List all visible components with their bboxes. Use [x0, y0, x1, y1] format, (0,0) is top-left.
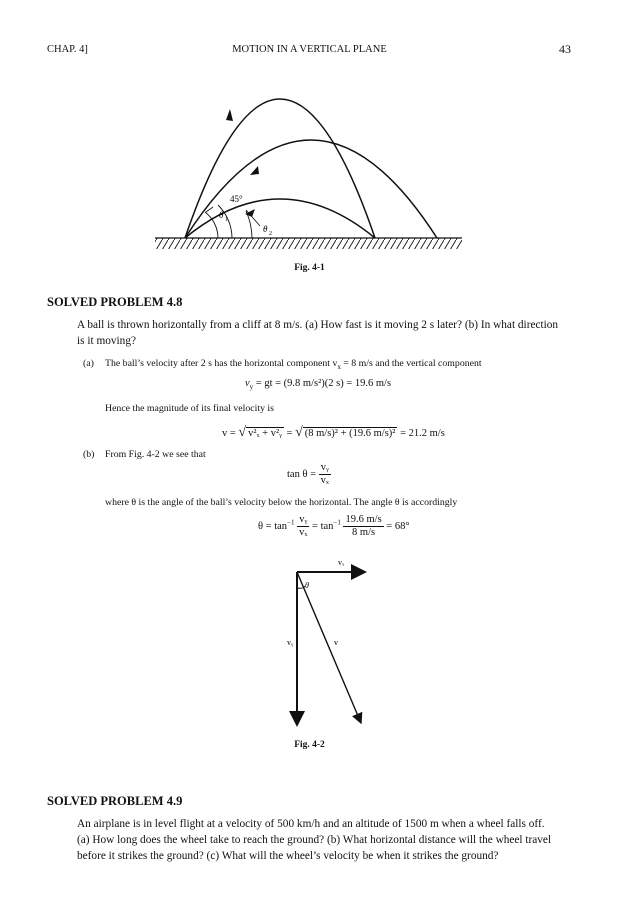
- svg-text:2: 2: [269, 231, 272, 237]
- figure-4-2: [0, 555, 619, 735]
- svg-text:1: 1: [225, 217, 228, 223]
- trajectory-high: [185, 99, 375, 238]
- part-b-text: From Fig. 4-2 we see that: [105, 449, 206, 460]
- arrow-high: [226, 109, 233, 121]
- where-text: where θ is the angle of the ball’s velocity below the horizontal. The angle θ is accordingly: [105, 497, 458, 508]
- section-title-4-9: SOLVED PROBLEM 4.9: [47, 794, 183, 808]
- fig-4-1-caption: Fig. 4-1: [294, 263, 325, 273]
- hence-text: Hence the magnitude of its final velocity is: [105, 403, 274, 414]
- label-45: 45°: [230, 194, 243, 204]
- vector-v: [297, 572, 361, 723]
- label-vy: vᵧ: [287, 638, 294, 647]
- label-v: v: [334, 638, 338, 647]
- problem-4-9-statement: An airplane is in level flight at a velocity of 500 km/h and an altitude of 1500 m when a wheel falls off. (a) How long does the wheel take to reach the ground? (b) What horizontal distance will the wheel travel before it strikes the ground? (c) What will the wheel’s velocity be when it strikes the ground?: [77, 818, 552, 862]
- arrow-mid: [250, 166, 259, 175]
- label-theta: θ: [305, 581, 309, 590]
- equation-theta: $\theta = \tan^{-1}$ $\frac{\text{vᵧ}}{\text{vₓ}}$ = $\tan^{-1}$ $\frac{19.6 m/s}{8 m/s}$ = 68°: [258, 514, 410, 538]
- section-title-4-8: SOLVED PROBLEM 4.8: [47, 295, 183, 309]
- running-title: MOTION IN A VERTICAL PLANE: [232, 44, 387, 55]
- trajectory-low: [185, 199, 375, 238]
- page-number: 43: [559, 42, 571, 56]
- part-b-label: (b): [83, 449, 95, 460]
- figure-4-1: [0, 60, 619, 275]
- chapter-label: CHAP. 4]: [47, 44, 88, 55]
- part-a-label: (a): [83, 358, 94, 369]
- problem-4-8-statement: A ball is thrown horizontally from a cliff at 8 m/s. (a) How fast is it moving 2 s later? (b) In what direction is it moving?: [77, 319, 559, 347]
- label-vx: vₓ: [338, 558, 345, 567]
- label-theta2: θ: [263, 224, 268, 234]
- label-theta1: θ: [219, 210, 224, 220]
- equation-tan: tan θ = $\frac{\text{vᵧ}}{\text{vₓ}}$: [287, 462, 329, 486]
- part-a-text: The ball’s velocity after 2 s has the horizontal component $v_x = 8$ m/s and the vertical component: [105, 358, 482, 371]
- equation-v: v = √ v²ₓ + v²ᵧ = √ (8 m/s)² + (19.6 m/s)² = 21.2 m/s: [222, 425, 445, 440]
- trajectory-45: [185, 140, 437, 238]
- fig-4-2-caption: Fig. 4-2: [294, 740, 325, 750]
- ground-hatch: [155, 238, 462, 249]
- equation-vy: $v_y$ = gt = (9.8 m/s²)(2 s) = 19.6 m/s: [245, 378, 392, 392]
